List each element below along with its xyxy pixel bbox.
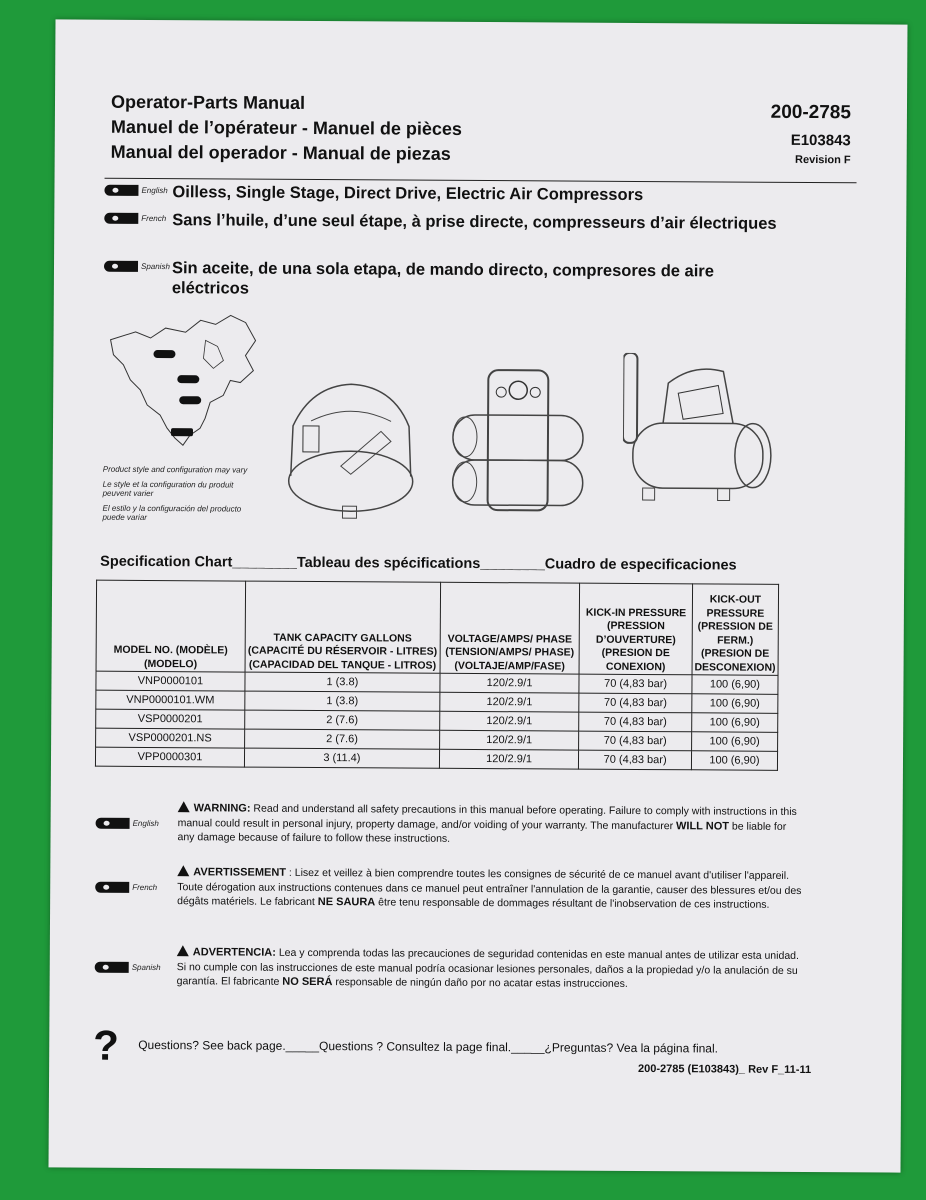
col-kickout: KICK-OUT PRESSURE (PRESSION DE FERM.) (PRESION DE DESCONEXION): [692, 584, 779, 676]
english-flag-icon: English: [95, 803, 177, 845]
title-english: Operator-Parts Manual: [110, 91, 306, 113]
warning-text: Read and understand all safety precautions in this manual before operating. Failure to comply with instructions in this manual could result in personal injury, property damage, and/or voiding of your warranty. The manufacturer: [177, 802, 797, 832]
cell-voltage: 120/2.9/1: [439, 730, 579, 750]
title-spanish: Manual del operador - Manual de piezas: [110, 141, 451, 164]
pancake-compressor-illustration: [280, 356, 421, 527]
cell-tank: 2 (7.6): [245, 729, 440, 749]
cell-kickout: 100 (6,90): [692, 675, 778, 695]
spec-header-row: [96, 580, 779, 675]
warning-text-end: be liable for any damage because of failure to follow these instructions.: [177, 820, 787, 845]
note-english: Product style and configuration may vary: [102, 464, 248, 475]
cell-model: VNP0000101.WM: [96, 690, 245, 710]
cell-voltage: 120/2.9/1: [440, 673, 580, 693]
warning-french: [95, 865, 805, 913]
document-number-block: [770, 102, 851, 166]
question-mark-icon: ?: [93, 1021, 120, 1069]
title-french: Manuel de l’opérateur - Manuel de pièces: [110, 116, 463, 139]
cell-model: VSP0000201.NS: [96, 728, 245, 748]
doc-code: E103843: [790, 131, 851, 150]
cell-kickin: 70 (4,83 bar): [579, 674, 692, 694]
french-flag-icon: French: [95, 867, 177, 909]
note-french: Le style et la configuration du produit peuvent varier: [102, 479, 234, 499]
product-desc-english: Oilless, Single Stage, Direct Drive, Electric Air Compressors: [172, 183, 644, 205]
product-desc-spanish: Sin aceite, de una sola etapa, de mando directo, compresores de aire eléctricos: [171, 259, 714, 298]
warning-text: Lea y comprenda todas las precauciones de seguridad contenidas en este manual antes de utilizar esta unidad. Si no cumple con las instrucciones de este manual podría ocasionar lesiones personales, daños a la propiedad y/o la anulación de su garantía. El fabricante: [176, 946, 799, 988]
cell-tank: 2 (7.6): [245, 710, 440, 730]
warning-english: [95, 801, 805, 849]
warning-triangle-icon: [177, 865, 189, 876]
revision: Revision F: [795, 153, 851, 167]
cell-kickin: 70 (4,83 bar): [579, 750, 692, 770]
cell-kickout: 100 (6,90): [692, 713, 778, 733]
style-notes: [102, 465, 262, 528]
note-spanish: El estilo y la configuración del producto puede variar: [102, 503, 242, 522]
cell-voltage: 120/2.9/1: [439, 749, 579, 769]
spanish-flag-icon: Spanish: [104, 261, 172, 272]
cell-kickin: 70 (4,83 bar): [579, 693, 692, 713]
table-row: [95, 747, 777, 770]
spanish-flag-icon: Spanish: [95, 947, 177, 989]
cell-model: VNP0000101: [96, 671, 245, 691]
spec-chart-title: Specification Chart________Tableau des spécifications________Cuadro de especificaciones: [100, 553, 737, 574]
cell-kickout: 100 (6,90): [691, 732, 777, 752]
warning-label: ADVERTENCIA:: [192, 946, 276, 959]
cell-kickin: 70 (4,83 bar): [579, 731, 692, 751]
english-flag-icon: English: [104, 185, 172, 196]
warning-emphasis: NO SERÁ: [282, 975, 333, 989]
warning-label: AVERTISSEMENT: [193, 866, 287, 879]
cell-tank: 1 (3.8): [245, 691, 440, 711]
manual-cover-page: [49, 19, 908, 1172]
col-model: MODEL NO. (MODÈLE) (MODELO): [96, 580, 246, 672]
warning-triangle-icon: [178, 801, 190, 812]
warning-emphasis: WILL NOT: [676, 819, 730, 833]
product-line-spanish: [104, 258, 794, 302]
doc-number: 200-2785: [770, 101, 852, 124]
product-line-english: [104, 182, 794, 206]
cell-voltage: 120/2.9/1: [440, 692, 580, 712]
questions-line: Questions? See back page._____Questions ? Consultez la page final._____¿Preguntas? Vea la página final.: [138, 1037, 719, 1056]
warning-triangle-icon: [177, 945, 189, 956]
product-desc-french: Sans l’huile, d’une seul étape, à prise directe, compresseurs d’air électriques: [172, 211, 777, 233]
warning-label: WARNING:: [193, 802, 251, 815]
col-tank: TANK CAPACITY GALLONS (CAPACITÉ DU RÉSERVOIR - LITRES) (CAPACIDAD DEL TANQUE - LITROS): [245, 581, 440, 673]
north-america-map-icon: [105, 310, 266, 451]
spec-table: [95, 580, 779, 771]
cell-kickout: 100 (6,90): [691, 751, 777, 771]
twin-stack-compressor-illustration: [442, 360, 593, 521]
cell-tank: 3 (11.4): [244, 748, 439, 768]
cell-model: VPP0000301: [95, 747, 244, 767]
footer-document-code: 200-2785 (E103843)_ Rev F_11-11: [637, 1062, 812, 1077]
col-voltage: VOLTAGE/AMPS/ PHASE (TENSION/AMPS/ PHASE) (VOLTAJE/AMP/FASE): [440, 582, 580, 674]
title-block: [111, 90, 463, 167]
hotdog-compressor-illustration: [623, 353, 784, 514]
cell-voltage: 120/2.9/1: [439, 711, 579, 731]
cell-kickout: 100 (6,90): [692, 694, 778, 714]
warning-spanish: [95, 945, 805, 993]
cell-tank: 1 (3.8): [245, 672, 440, 692]
warning-emphasis: NE SAURA: [317, 896, 376, 909]
warning-text: : Lisez et veillez à bien comprendre toutes les consignes de sécurité de ce manuel avant d'utiliser l'appareil. Toute dérogation aux instructions contenues dans ce manuel peut entraîner l'annulation de la garantie, causer des blessures et/ou des dégâts matériels. Le fabricant: [177, 866, 802, 909]
col-kickin: KICK-IN PRESSURE (PRESSION D’OUVERTURE) (PRESION DE CONEXION): [579, 583, 692, 675]
cell-kickin: 70 (4,83 bar): [579, 712, 692, 732]
warning-text-end: responsable de ningún daño por no acatar estas instrucciones.: [332, 976, 628, 990]
french-flag-icon: French: [104, 213, 172, 224]
product-line-french: [104, 210, 794, 234]
cell-model: VSP0000201: [96, 709, 245, 729]
warning-text-end: être tenu responsable de dommages résultant de l'inobservation de ces instructions.: [375, 896, 770, 911]
